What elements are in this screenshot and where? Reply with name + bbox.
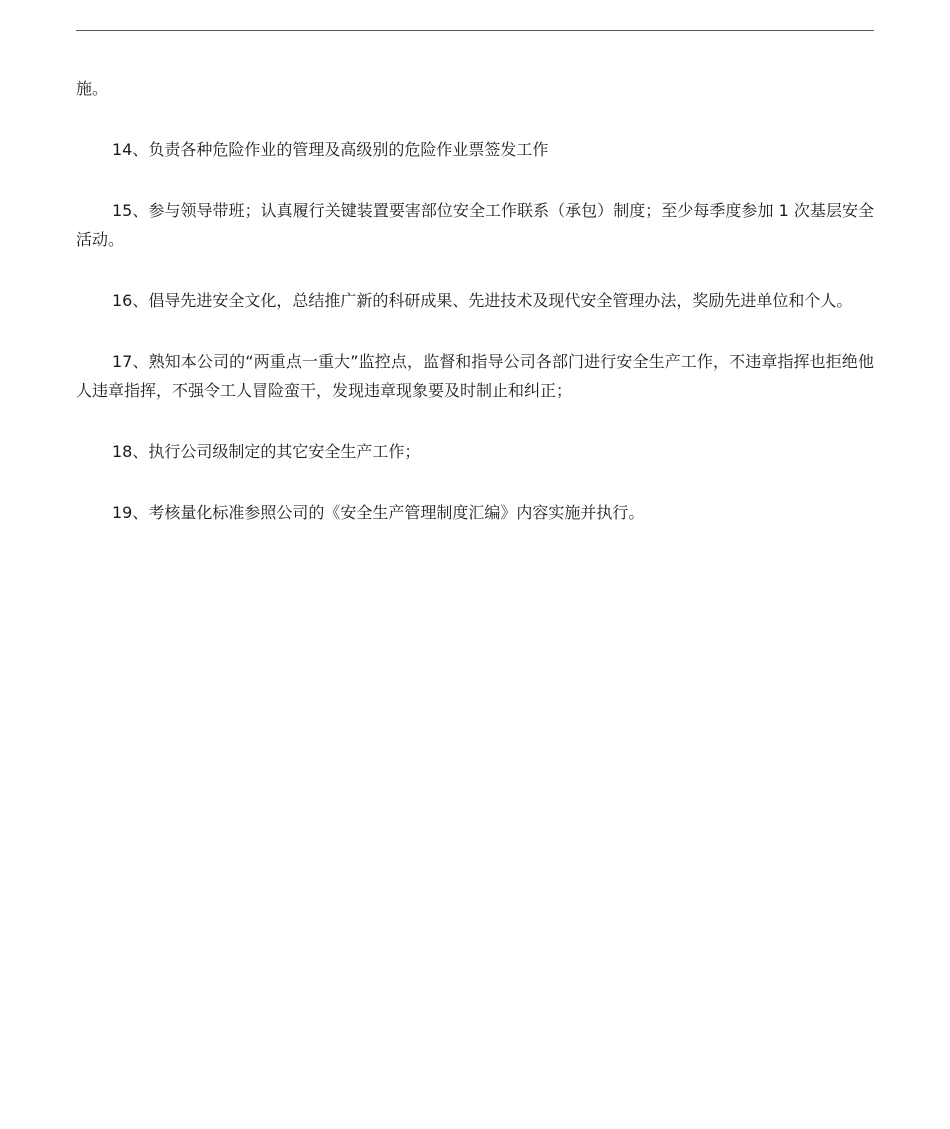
continuation-text: 施。 — [76, 79, 109, 98]
paragraph-16: 16、倡导先进安全文化，总结推广新的科研成果、先进技术及现代安全管理办法，奖励先进单位和个人。 — [112, 291, 853, 310]
paragraph-15: 15、参与领导带班；认真履行关键装置要害部位安全工作联系（承包）制度；至少每季度参加 1 次基层安全活动。 — [76, 201, 874, 249]
paragraph-14: 14、负责各种危险作业的管理及高级别的危险作业票签发工作 — [112, 140, 549, 159]
paragraph-19: 19、考核量化标准参照公司的《安全生产管理制度汇编》内容实施并执行。 — [112, 503, 645, 522]
document-body — [76, 74, 874, 559]
header-rule — [76, 30, 874, 31]
paragraph-17: 17、熟知本公司的“两重点一重大”监控点，监督和指导公司各部门进行安全生产工作，不违章指挥也拒绝他人违章指挥，不强令工人冒险蛮干，发现违章现象要及时制止和纠正； — [76, 352, 874, 400]
paragraph-18: 18、执行公司级制定的其它安全生产工作； — [112, 442, 421, 461]
